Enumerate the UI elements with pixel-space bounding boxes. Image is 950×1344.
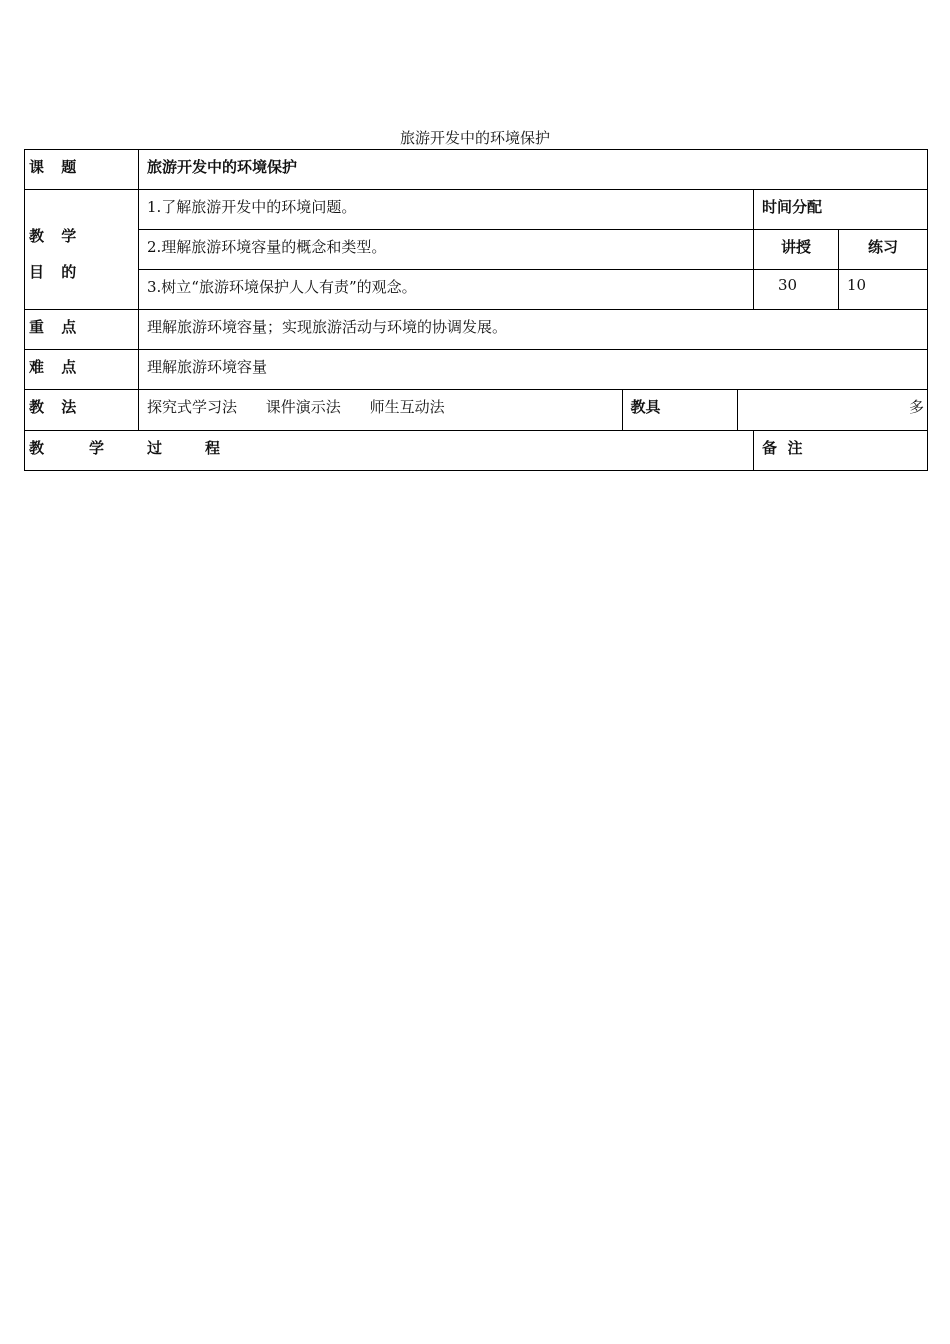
tools-value: 多 (908, 398, 924, 416)
process-char: 教 (29, 439, 45, 457)
objective-row-1 (25, 190, 928, 230)
objectives-label-line2: 目 的 (29, 263, 83, 281)
difficulties-value: 理解旅游环境容量 (139, 350, 928, 390)
objective-item-2: 2.理解旅游环境容量的概念和类型。 (139, 230, 754, 270)
method-item: 师生互动法 (369, 398, 445, 416)
process-row (25, 431, 928, 471)
methods-cell (139, 390, 928, 431)
process-char: 程 (205, 439, 221, 457)
topic-value: 旅游开发中的环境保护 (139, 150, 928, 190)
practice-minutes: 10 (839, 270, 928, 310)
difficulties-row (25, 350, 928, 390)
practice-label: 练习 (839, 230, 928, 270)
process-char: 过 (147, 439, 163, 457)
topic-row (25, 150, 928, 190)
difficulties-label: 难 点 (25, 350, 139, 390)
methods-label: 教 法 (25, 390, 139, 431)
objectives-label-line1: 教 学 (29, 227, 83, 245)
methods-list (139, 390, 622, 430)
notes-label: 备 注 (754, 431, 928, 471)
method-item: 探究式学习法 (147, 398, 238, 416)
objective-row-2 (25, 230, 928, 270)
document-title: 旅游开发中的环境保护 (399, 129, 550, 147)
lecture-label: 讲授 (754, 230, 839, 270)
methods-inner-table (139, 390, 928, 430)
topic-label: 课 题 (25, 150, 139, 190)
lecture-minutes: 30 (754, 270, 839, 310)
objective-item-1: 1.了解旅游开发中的环境问题。 (139, 190, 754, 230)
objectives-label (25, 190, 139, 310)
objective-row-3 (25, 270, 928, 310)
method-item: 课件演示法 (265, 398, 341, 416)
tools-label: 教具 (622, 390, 737, 430)
key-points-row (25, 310, 928, 350)
methods-row (25, 390, 928, 431)
lesson-plan-table (24, 149, 928, 471)
process-char: 学 (89, 439, 105, 457)
objective-item-3: 3.树立“旅游环境保护人人有责”的观念。 (139, 270, 754, 310)
key-points-value: 理解旅游环境容量；实现旅游活动与环境的协调发展。 (139, 310, 928, 350)
time-allocation-header: 时间分配 (754, 190, 928, 230)
key-points-label: 重 点 (25, 310, 139, 350)
process-label (25, 431, 754, 471)
